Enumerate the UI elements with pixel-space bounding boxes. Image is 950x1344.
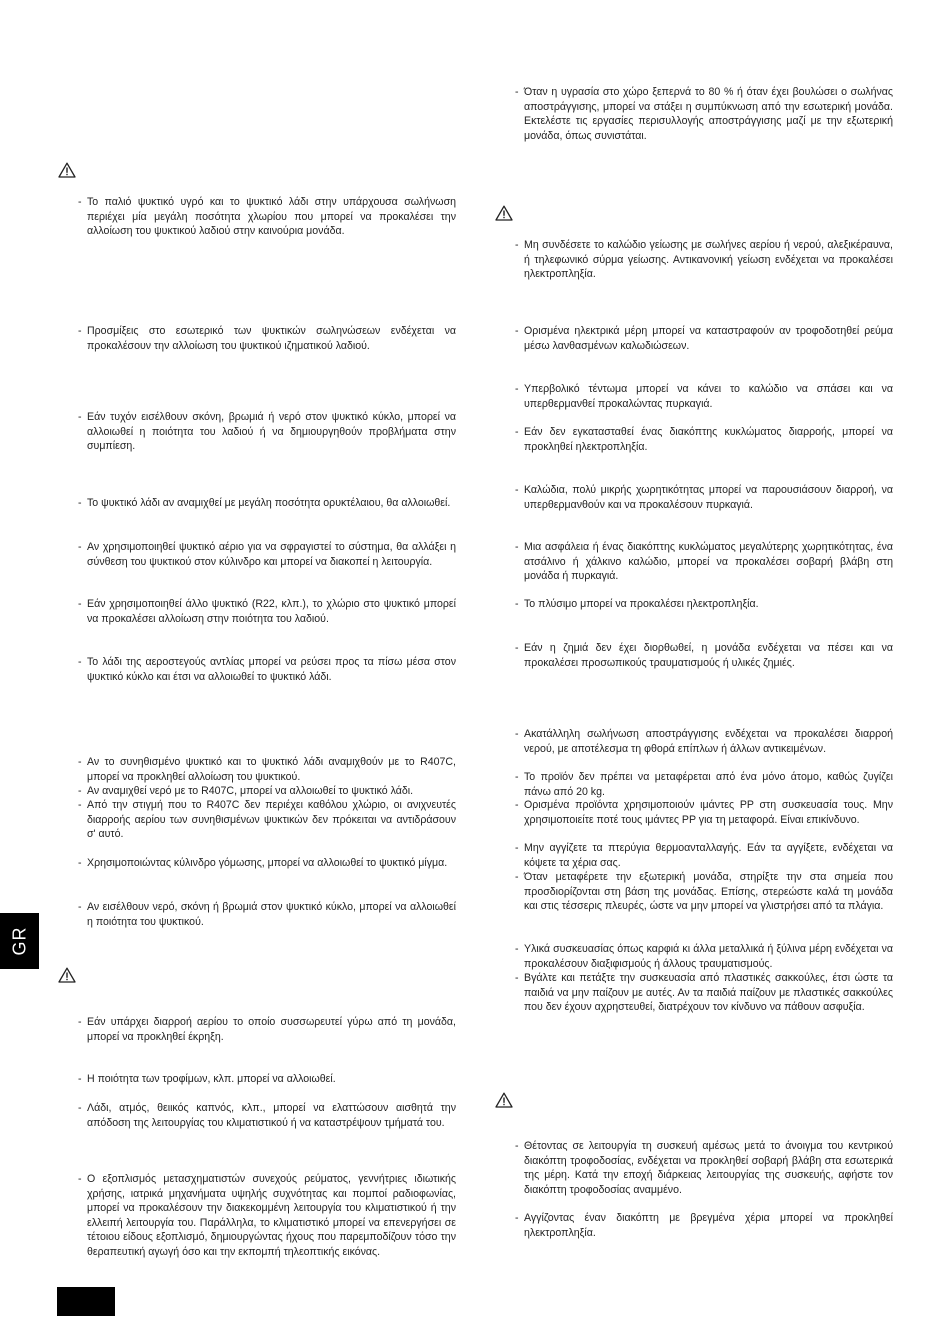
bullet-item bbox=[515, 85, 893, 143]
bullet-item bbox=[515, 770, 893, 799]
bullet-paragraph bbox=[78, 540, 456, 569]
bullet-dash: - bbox=[515, 1140, 519, 1152]
warning-triangle-icon bbox=[495, 205, 513, 221]
bullet-text: Εάν τυχόν εισέλθουν σκόνη, βρωμιά ή νερό στον ψυκτικό κύκλο, μπορεί να αλλοιωθεί η ποιότητα του λαδιού ή να δημιουργηθούν προβλήματα στην συμπίεση. bbox=[87, 411, 456, 453]
bullet-dash: - bbox=[78, 1173, 82, 1185]
bullet-text: Υλικά συσκευασίας όπως καρφιά κι άλλα μεταλλικά ή ξύλινα μέρη ενδέχεται να προκαλέσουν διαξιφισμούς ή άλλους τραυματισμούς. bbox=[524, 943, 893, 970]
bullet-item bbox=[78, 540, 456, 569]
bullet-paragraph bbox=[515, 1211, 893, 1240]
bullet-dash: - bbox=[515, 239, 519, 251]
bullet-dash: - bbox=[515, 728, 519, 740]
bullet-text: Καλώδια, πολύ μικρής χωρητικότητας μπορεί να παρουσιάσουν διαρροή, να υπερθερμανθούν και να προκαλέσουν πυρκαγιά. bbox=[524, 484, 893, 511]
warning-triangle-icon bbox=[495, 1092, 513, 1108]
bullet-item bbox=[515, 1211, 893, 1240]
bullet-item bbox=[78, 1101, 456, 1130]
bullet-item bbox=[515, 841, 893, 870]
bullet-paragraph bbox=[515, 324, 893, 353]
bullet-text: Μια ασφάλεια ή ένας διακόπτης κυκλώματος μεγαλύτερης χωρητικότητας, ένα ατσάλινο ή χάλκινο καλώδιο, μπορεί να προκαλέσει σοβαρή βλάβη στη μονάδα ή πυρκαγιά. bbox=[524, 541, 893, 583]
bullet-dash: - bbox=[78, 1016, 82, 1028]
left-column bbox=[78, 0, 456, 1344]
bullet-dash: - bbox=[515, 1212, 519, 1224]
bullet-paragraph bbox=[78, 755, 456, 784]
bullet-paragraph bbox=[515, 425, 893, 454]
bullet-item bbox=[515, 324, 893, 353]
bullet-text: Το ψυκτικό λάδι αν αναμιχθεί με μεγάλη ποσότητα ορυκτέλαιου, θα αλλοιωθεί. bbox=[87, 497, 451, 509]
bullet-text: Η ποιότητα των τροφίμων, κλπ. μπορεί να αλλοιωθεί. bbox=[87, 1073, 336, 1085]
bullet-paragraph bbox=[78, 1101, 456, 1130]
bullet-dash: - bbox=[78, 196, 82, 208]
bullet-text: Αν χρησιμοποιηθεί ψυκτικό αέριο για να σφραγιστεί το σύστημα, θα αλλάξει η σύνθεση του ψυκτικού στον κύλινδρο και μπορεί να διακοπεί η λειτουργία. bbox=[87, 541, 456, 568]
bullet-text: Θέτοντας σε λειτουργία τη συσκευή αμέσως μετά το άνοιγμα του κεντρικού διακόπτη τροφοδοσίας, ενδέχεται να προκληθεί σοβαρή βλάβη στα εσωτερικά της μέρη. Κατά την εποχή διάρκειας λειτουργίας της συσκευής, αφήστε τον διακόπτη τροφοδοσίας αναμμένο. bbox=[524, 1140, 893, 1196]
bullet-text: Όταν η υγρασία στο χώρο ξεπερνά το 80 % ή όταν έχει βουλώσει ο σωλήνας αποστράγγισης, μπορεί να στάξει η συμπύκνωση από την εσωτερική μονάδα. Εκτελέστε τις εργασίες περισυλλογής αποστράγγισης μαζί με την εξωτερική μονάδα, όπως συνιστάται. bbox=[524, 86, 893, 142]
bullet-paragraph bbox=[515, 798, 893, 827]
bullet-dash: - bbox=[515, 383, 519, 395]
bullet-text: Αν αναμιχθεί νερό με το R407C, μπορεί να αλλοιωθεί το ψυκτικό λάδι. bbox=[87, 785, 414, 797]
bullet-item bbox=[78, 900, 456, 929]
bullet-paragraph bbox=[78, 900, 456, 929]
bullet-dash: - bbox=[515, 771, 519, 783]
bullet-paragraph bbox=[515, 770, 893, 799]
bullet-paragraph bbox=[78, 410, 456, 454]
bullet-item bbox=[78, 1172, 456, 1260]
bullet-item bbox=[78, 655, 456, 684]
bullet-item bbox=[515, 540, 893, 584]
bullet-dash: - bbox=[515, 972, 519, 984]
bullet-paragraph bbox=[78, 798, 456, 842]
warning-triangle-icon bbox=[58, 162, 76, 178]
bullet-dash: - bbox=[515, 642, 519, 654]
bullet-text: Αν το συνηθισμένο ψυκτικό και το ψυκτικό λάδι αναμιχθούν με το R407C, μπορεί να προκληθεί αλλοίωση του ψυκτικού. bbox=[87, 756, 456, 783]
bullet-text: Υπερβολικό τέντωμα μπορεί να κάνει το καλώδιο να σπάσει και να υπερθερμανθεί προκαλώντας πυρκαγιά. bbox=[524, 383, 893, 410]
bullet-text: Χρησιμοποιώντας κύλινδρο γόμωσης, μπορεί να αλλοιωθεί το ψυκτικό μίγμα. bbox=[87, 857, 448, 869]
bullet-dash: - bbox=[515, 871, 519, 883]
bullet-dash: - bbox=[515, 943, 519, 955]
bullet-paragraph bbox=[78, 1072, 456, 1087]
bullet-paragraph bbox=[515, 238, 893, 282]
bullet-dash: - bbox=[78, 901, 82, 913]
bullet-item bbox=[78, 755, 456, 784]
bullet-paragraph bbox=[515, 540, 893, 584]
bullet-text: Αν εισέλθουν νερό, σκόνη ή βρωμιά στον ψυκτικό κύκλο, μπορεί να αλλοιωθεί η ποιότητα του ψυκτικού. bbox=[87, 901, 456, 928]
bullet-paragraph bbox=[515, 841, 893, 870]
bullet-item bbox=[78, 496, 456, 511]
bullet-paragraph bbox=[515, 971, 893, 1015]
bullet-item bbox=[515, 727, 893, 756]
bullet-paragraph bbox=[78, 597, 456, 626]
bullet-item bbox=[78, 1015, 456, 1044]
bullet-paragraph bbox=[515, 85, 893, 143]
bullet-dash: - bbox=[78, 1073, 82, 1085]
bullet-item bbox=[78, 597, 456, 626]
bullet-text: Ορισμένα ηλεκτρικά μέρη μπορεί να καταστραφούν αν τροφοδοτηθεί ρεύμα μέσω λανθασμένων καλωδιώσεων. bbox=[524, 325, 893, 352]
bullet-paragraph bbox=[78, 856, 456, 871]
bullet-item bbox=[515, 1139, 893, 1197]
bullet-item bbox=[78, 410, 456, 454]
bullet-text: Εάν χρησιμοποιηθεί άλλο ψυκτικό (R22, κλπ.), το χλώριο στο ψυκτικό μπορεί να προκαλέσει αλλοίωση στην ποιότητα του λαδιού. bbox=[87, 598, 456, 625]
bullet-item bbox=[515, 641, 893, 670]
bullet-item bbox=[515, 425, 893, 454]
bullet-item bbox=[515, 483, 893, 512]
bullet-text: Μη συνδέσετε το καλώδιο γείωσης με σωλήνες αερίου ή νερού, αλεξικέραυνα, ή τηλεφωνικό σύρμα γείωσης. Αντικανονική γείωση ενδέχεται να προκαλέσει ηλεκτροπληξία. bbox=[524, 239, 893, 281]
bullet-item bbox=[78, 798, 456, 842]
bullet-paragraph bbox=[515, 597, 893, 612]
bullet-item bbox=[515, 870, 893, 914]
bullet-text: Εάν δεν εγκατασταθεί ένας διακόπτης κυκλώματος διαρροής, μπορεί να προκληθεί ηλεκτροπληξία. bbox=[524, 426, 893, 453]
bullet-item bbox=[78, 856, 456, 871]
bullet-dash: - bbox=[78, 785, 82, 797]
bullet-paragraph bbox=[78, 1172, 456, 1260]
bullet-item bbox=[515, 382, 893, 411]
bullet-paragraph bbox=[515, 870, 893, 914]
bullet-text: Το προϊόν δεν πρέπει να μεταφέρεται από ένα μόνο άτομο, καθώς ζυγίζει πάνω από 20 kg. bbox=[524, 771, 893, 798]
bullet-text: Ο εξοπλισμός μετασχηματιστών συνεχούς ρεύματος, γεννήτριες ιδιωτικής χρήσης, ιατρικά μηχανήματα υψηλής συχνότητας και πομποί ραδιοφωνίας, μπορεί να προκαλέσουν την διακεκομμένη λειτουργία του κλιματιστικού ή την ελλειπή λειτουργία του. Παράλληλα, το κλιματιστικό μπορεί να επενεργήσει σε τέτοιου είδους εξοπλισμό, δημιουργώντας ήχους που παρεμποδίζουν τόσο την θεραπευτική αγωγή όσο και την εκπομπή τηλεοπτικής εικόνας. bbox=[87, 1173, 456, 1258]
bullet-text: Το πλύσιμο μπορεί να προκαλέσει ηλεκτροπληξία. bbox=[524, 598, 759, 610]
bullet-paragraph bbox=[78, 195, 456, 239]
bullet-dash: - bbox=[515, 86, 519, 98]
bullet-dash: - bbox=[78, 799, 82, 811]
bullet-text: Όταν μεταφέρετε την εξωτερική μονάδα, στηρίξτε την στα σημεία που προσδιορίζονται στη βάση της μονάδας. Επίσης, στερεώστε καλά τη μονάδα και στις τέσσερις πλευρές, ώστε να μην μπορεί να γλιστρήσει από τα πλάγια. bbox=[524, 871, 893, 913]
bullet-text: Λάδι, ατμός, θειικός καπνός, κλπ., μπορεί να ελαττώσουν αισθητά την απόδοση της λειτουργίας του κλιματιστικού ή να καταστρέψουν τμήματά του. bbox=[87, 1102, 456, 1129]
bullet-dash: - bbox=[515, 484, 519, 496]
bullet-paragraph bbox=[515, 727, 893, 756]
bullet-text: Ορισμένα προϊόντα χρησιμοποιούν ιμάντες PP στη συσκευασία τους. Μην χρησιμοποιείτε ποτέ τους ιμάντες PP για τη μεταφορά. Είναι επικίνδυνο. bbox=[524, 799, 893, 826]
bullet-dash: - bbox=[515, 426, 519, 438]
bullet-item bbox=[515, 238, 893, 282]
bullet-paragraph bbox=[78, 655, 456, 684]
bullet-item bbox=[78, 324, 456, 353]
bullet-paragraph bbox=[78, 1015, 456, 1044]
bullet-dash: - bbox=[515, 325, 519, 337]
bullet-paragraph bbox=[515, 1139, 893, 1197]
bullet-dash: - bbox=[515, 541, 519, 553]
bullet-dash: - bbox=[515, 598, 519, 610]
bullet-dash: - bbox=[78, 497, 82, 509]
bullet-item bbox=[78, 1072, 456, 1087]
bullet-dash: - bbox=[78, 857, 82, 869]
bullet-item bbox=[515, 942, 893, 971]
bullet-paragraph bbox=[78, 784, 456, 799]
warning-triangle-icon bbox=[58, 967, 76, 983]
language-tab bbox=[0, 913, 39, 969]
bullet-dash: - bbox=[515, 842, 519, 854]
bullet-text: Βγάλτε και πετάξτε την συσκευασία από πλαστικές σακκούλες, έτσι ώστε τα παιδιά να μην παίζουν με αυτές. Αν τα παιδιά παίζουν με πλαστικές σακκούλες που δεν έχουν αχρηστευθεί, διατρέχουν τον κίνδυνο να πάθουν ασφυξία. bbox=[524, 972, 893, 1014]
bullet-dash: - bbox=[78, 1102, 82, 1114]
bullet-paragraph bbox=[78, 496, 456, 511]
bullet-text: Μην αγγίζετε τα πτερύγια θερμοανταλλαγής. Εάν τα αγγίξετε, ενδέχεται να κόψετε τα χέρια σας. bbox=[524, 842, 893, 869]
bullet-item bbox=[515, 971, 893, 1015]
bullet-dash: - bbox=[78, 598, 82, 610]
bullet-text: Αγγίζοντας έναν διακόπτη με βρεγμένα χέρια μπορεί να προκληθεί ηλεκτροπληξία. bbox=[524, 1212, 893, 1239]
bullet-paragraph bbox=[515, 942, 893, 971]
bullet-paragraph bbox=[515, 641, 893, 670]
bullet-paragraph bbox=[78, 324, 456, 353]
bullet-text: Ακατάλληλη σωλήνωση αποστράγγισης ενδέχεται να προκαλέσει διαρροή νερού, με αποτέλεσμα τη φθορά επίπλων ή άλλων αντικειμένων. bbox=[524, 728, 893, 755]
bullet-text: Προσμίξεις στο εσωτερικό των ψυκτικών σωληνώσεων ενδέχεται να προκαλέσουν την αλλοίωση του ψυκτικού ιζηματικού λαδιού. bbox=[87, 325, 456, 352]
bullet-item bbox=[78, 195, 456, 239]
bullet-dash: - bbox=[515, 799, 519, 811]
bullet-item bbox=[515, 597, 893, 612]
bullet-text: Από την στιγμή που το R407C δεν περιέχει καθόλου χλώριο, οι ανιχνευτές διαρροής αερίου των συνηθισμένων ψυκτικών δεν πρόκειται να αντιδράσουν σ' αυτό. bbox=[87, 799, 456, 841]
bullet-item bbox=[515, 798, 893, 827]
right-column bbox=[515, 0, 893, 1344]
bullet-dash: - bbox=[78, 541, 82, 553]
language-tab-label: GR bbox=[9, 926, 29, 956]
bullet-dash: - bbox=[78, 656, 82, 668]
bullet-dash: - bbox=[78, 756, 82, 768]
bullet-paragraph bbox=[515, 483, 893, 512]
bullet-paragraph bbox=[515, 382, 893, 411]
bullet-text: Το παλιό ψυκτικό υγρό και το ψυκτικό λάδι στην υπάρχουσα σωλήνωση περιέχει μία μεγάλη ποσότητα χλωρίου που μπορεί να προκαλέσει την αλλοίωση του ψυκτικού λαδιού στην καινούρια μονάδα. bbox=[87, 196, 456, 238]
bullet-dash: - bbox=[78, 411, 82, 423]
bullet-dash: - bbox=[78, 325, 82, 337]
page-number-box bbox=[57, 1287, 115, 1316]
bullet-item bbox=[78, 784, 456, 799]
bullet-text: Το λάδι της αεροστεγούς αντλίας μπορεί να ρεύσει προς τα πίσω μέσα στον ψυκτικό κύκλο και έτσι να αλλοιωθεί το ψυκτικό λάδι. bbox=[87, 656, 456, 683]
bullet-text: Εάν υπάρχει διαρροή αερίου το οποίο συσσωρευτεί γύρω από τη μονάδα, μπορεί να προκληθεί έκρηξη. bbox=[87, 1016, 456, 1043]
bullet-text: Εάν η ζημιά δεν έχει διορθωθεί, η μονάδα ενδέχεται να πέσει και να προκαλέσει προσωπικούς τραυματισμούς ή υλικές ζημιές. bbox=[524, 642, 893, 669]
